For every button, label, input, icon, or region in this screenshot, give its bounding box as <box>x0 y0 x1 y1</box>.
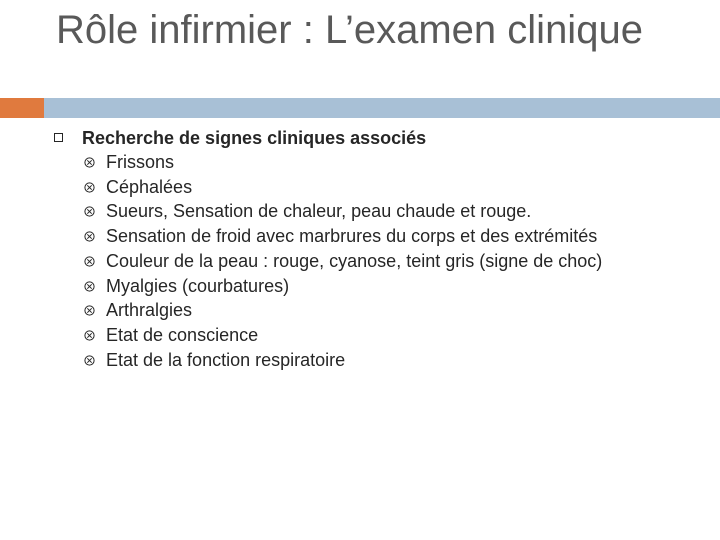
list-item <box>52 348 712 373</box>
circled-x-icon <box>84 305 95 316</box>
list-item-text: Sueurs, Sensation de chaleur, peau chaude et rouge. <box>106 201 532 222</box>
list-item-text: Arthralgies <box>106 300 193 321</box>
list-item <box>52 199 712 224</box>
circled-x-icon <box>84 330 95 341</box>
list-item-text: Frissons <box>106 152 175 172</box>
title-accent-bar-orange <box>0 98 44 118</box>
circled-x-icon <box>84 157 95 168</box>
list-item-text: Etat de la fonction respiratoire <box>106 349 346 370</box>
sub-bullet-list <box>52 150 712 372</box>
list-item <box>52 274 712 299</box>
slide-title: Rôle infirmier : L’examen clinique <box>56 8 643 52</box>
bullet-heading-text: Recherche de signes cliniques associés <box>82 128 427 148</box>
list-item <box>52 249 712 274</box>
title-accent-bar-blue <box>44 98 720 118</box>
circled-x-icon <box>84 182 95 193</box>
list-item-text: Myalgies (courbatures) <box>106 275 290 296</box>
circled-x-icon <box>84 256 95 267</box>
bullet-heading <box>52 126 712 150</box>
list-item <box>52 323 712 348</box>
circled-x-icon <box>84 231 95 242</box>
slide-body <box>52 126 712 372</box>
list-item-text: Couleur de la peau : rouge, cyanose, teint gris (signe de choc) <box>106 250 603 271</box>
circled-x-icon <box>84 206 95 217</box>
circled-x-icon <box>84 281 95 292</box>
list-item-text: Sensation de froid avec marbrures du corps et des extrémités <box>106 226 598 247</box>
list-item <box>52 298 712 323</box>
list-item <box>52 224 712 249</box>
list-item <box>52 150 712 175</box>
list-item <box>52 175 712 200</box>
circled-x-icon <box>84 355 95 366</box>
square-outline-icon <box>54 133 63 142</box>
list-item-text: Etat de conscience <box>106 324 259 345</box>
list-item-text: Céphalées <box>106 176 193 197</box>
